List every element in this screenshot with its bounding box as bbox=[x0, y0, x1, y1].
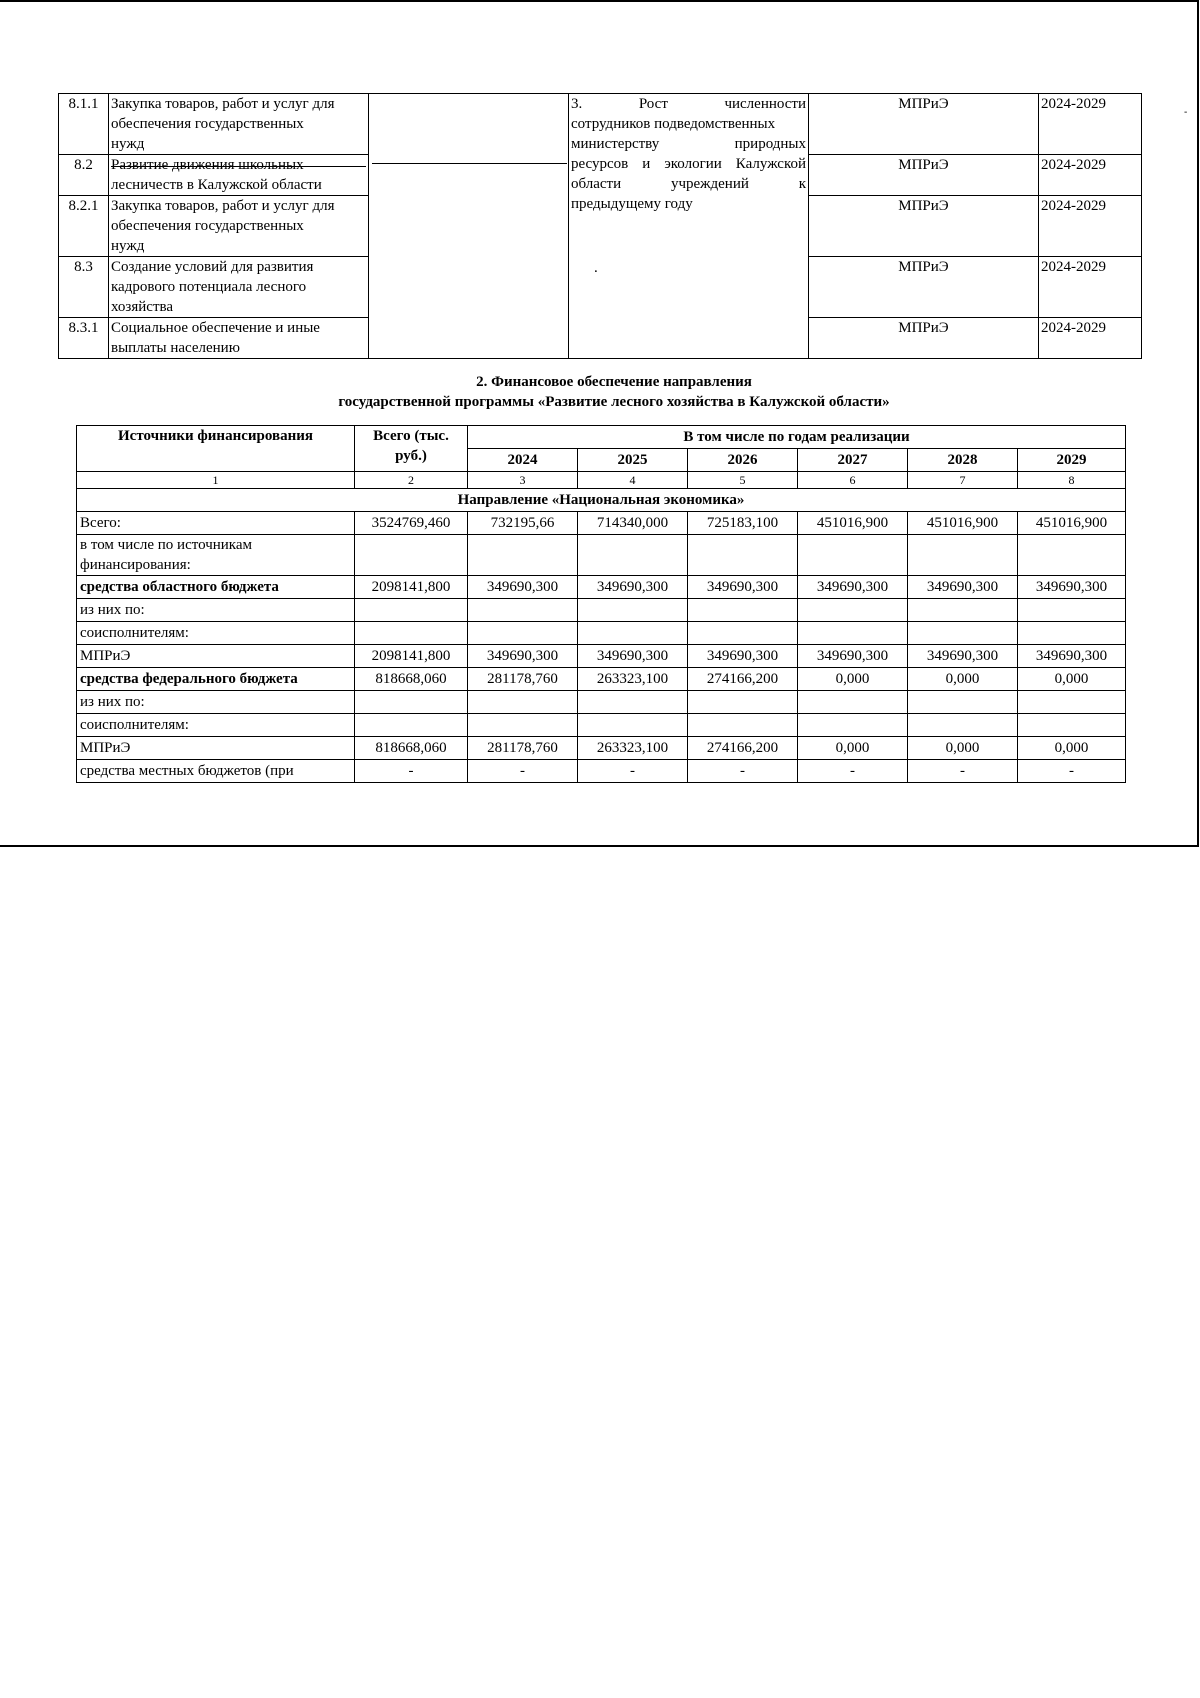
financing-value: 349690,300 bbox=[688, 645, 798, 668]
financing-value: 263323,100 bbox=[578, 668, 688, 691]
activity-name-line: Закупка товаров, работ и услуг для bbox=[111, 96, 335, 112]
financing-value bbox=[908, 691, 1018, 714]
activity-number: 8.3.1 bbox=[59, 318, 109, 359]
financing-value: 2098141,800 bbox=[355, 645, 468, 668]
financing-value bbox=[468, 599, 578, 622]
financing-value: 0,000 bbox=[1018, 737, 1126, 760]
financing-value: 349690,300 bbox=[1018, 645, 1126, 668]
financing-value: 349690,300 bbox=[578, 645, 688, 668]
financing-value bbox=[578, 622, 688, 645]
financing-value bbox=[908, 535, 1018, 576]
financing-value bbox=[468, 622, 578, 645]
financing-value: 3524769,460 bbox=[355, 512, 468, 535]
financing-value: 2098141,800 bbox=[355, 576, 468, 599]
section-title: Направление «Национальная экономика» bbox=[77, 489, 1126, 512]
activity-number: 8.2 bbox=[59, 155, 109, 196]
financing-value: 349690,300 bbox=[908, 645, 1018, 668]
activity-name bbox=[109, 155, 369, 196]
financing-table-body bbox=[77, 512, 1126, 783]
financing-value bbox=[688, 535, 798, 576]
header-total: Всего (тыс. руб.) bbox=[355, 426, 468, 472]
activity-number: 8.3 bbox=[59, 257, 109, 318]
header-year: 2029 bbox=[1018, 449, 1126, 472]
financing-source-label: средства федерального бюджета bbox=[77, 668, 355, 691]
financing-source-label: Всего: bbox=[77, 512, 355, 535]
activity-name-line: нужд bbox=[111, 238, 145, 254]
struck-rule bbox=[372, 163, 567, 164]
financing-value: 349690,300 bbox=[468, 645, 578, 668]
financing-row bbox=[77, 576, 1126, 599]
financing-value: 274166,200 bbox=[688, 737, 798, 760]
activity-years: 2024-2029 bbox=[1039, 155, 1142, 196]
activity-name-line: лесничеств в Калужской области bbox=[111, 177, 322, 193]
financing-source-label: в том числе по источникам финансирования: bbox=[77, 535, 355, 576]
activity-name-line: выплаты населению bbox=[111, 340, 240, 356]
financing-row bbox=[77, 691, 1126, 714]
financing-value bbox=[1018, 535, 1126, 576]
financing-value: 349690,300 bbox=[908, 576, 1018, 599]
financing-value bbox=[468, 691, 578, 714]
activity-name-line: хозяйства bbox=[111, 299, 174, 315]
indicator-line: области учреждений к bbox=[571, 176, 806, 192]
activity-executor: МПРиЭ bbox=[809, 257, 1039, 318]
financing-value bbox=[355, 714, 468, 737]
financing-value: 0,000 bbox=[798, 668, 908, 691]
financing-value: 349690,300 bbox=[1018, 576, 1126, 599]
financing-value bbox=[355, 599, 468, 622]
financing-value bbox=[468, 535, 578, 576]
activity-name-line: кадрового потенциала лесного bbox=[111, 279, 307, 295]
financing-source-label: соисполнителям: bbox=[77, 714, 355, 737]
stray-dot: . bbox=[594, 260, 598, 276]
activity-name-line: Развитие движения школьных bbox=[111, 155, 366, 175]
activity-name-line: нужд bbox=[111, 136, 145, 152]
financing-value: 732195,66 bbox=[468, 512, 578, 535]
financing-value bbox=[355, 691, 468, 714]
indicator-line: ресурсов и экологии Калужской bbox=[571, 156, 806, 172]
financing-row bbox=[77, 714, 1126, 737]
column-number: 3 bbox=[468, 472, 578, 489]
financing-value bbox=[578, 714, 688, 737]
margin-mark: - bbox=[1184, 107, 1188, 118]
financing-value: 451016,900 bbox=[908, 512, 1018, 535]
header-sources: Источники финансирования bbox=[77, 426, 355, 472]
financing-value bbox=[578, 691, 688, 714]
financing-value: - bbox=[1018, 760, 1126, 783]
financing-row bbox=[77, 760, 1126, 783]
financing-value: - bbox=[468, 760, 578, 783]
financing-value: 349690,300 bbox=[798, 645, 908, 668]
financing-value: - bbox=[355, 760, 468, 783]
financing-value bbox=[468, 714, 578, 737]
financing-value bbox=[688, 599, 798, 622]
activities-table-body bbox=[59, 94, 1142, 359]
activity-name bbox=[109, 257, 369, 318]
activity-name bbox=[109, 318, 369, 359]
financing-row bbox=[77, 535, 1126, 576]
financing-value: 349690,300 bbox=[468, 576, 578, 599]
header-by-years: В том числе по годам реализации bbox=[468, 426, 1126, 449]
financing-value bbox=[688, 622, 798, 645]
financing-value bbox=[1018, 714, 1126, 737]
financing-value bbox=[578, 599, 688, 622]
activity-years: 2024-2029 bbox=[1039, 318, 1142, 359]
activity-name-line: обеспечения государственных bbox=[111, 218, 304, 234]
financing-row bbox=[77, 512, 1126, 535]
financing-value: 349690,300 bbox=[688, 576, 798, 599]
financing-source-label: средства местных бюджетов (при bbox=[77, 760, 355, 783]
activity-name-line: Социальное обеспечение и иные bbox=[111, 320, 320, 336]
page-frame-bottom bbox=[0, 845, 1199, 847]
column-numbers-row bbox=[77, 472, 1126, 489]
financing-value bbox=[798, 714, 908, 737]
column-number: 7 bbox=[908, 472, 1018, 489]
column-number: 5 bbox=[688, 472, 798, 489]
column-number: 8 bbox=[1018, 472, 1126, 489]
activity-executor: МПРиЭ bbox=[809, 155, 1039, 196]
activity-executor: МПРиЭ bbox=[809, 94, 1039, 155]
financing-value bbox=[798, 622, 908, 645]
financing-value: 0,000 bbox=[908, 737, 1018, 760]
financing-value: 451016,900 bbox=[1018, 512, 1126, 535]
financing-value bbox=[355, 535, 468, 576]
indicator-line: сотрудников подведомственных bbox=[571, 116, 776, 132]
section-heading-line-1: 2. Финансовое обеспечение направления bbox=[476, 374, 752, 390]
financing-source-label: средства областного бюджета bbox=[77, 576, 355, 599]
activity-years: 2024-2029 bbox=[1039, 196, 1142, 257]
financing-row bbox=[77, 737, 1126, 760]
financing-value: 818668,060 bbox=[355, 668, 468, 691]
financing-value bbox=[908, 622, 1018, 645]
financing-value: 714340,000 bbox=[578, 512, 688, 535]
activity-name-line: обеспечения государственных bbox=[111, 116, 304, 132]
header-year: 2027 bbox=[798, 449, 908, 472]
financing-value bbox=[908, 599, 1018, 622]
financing-row bbox=[77, 645, 1126, 668]
financing-value: 818668,060 bbox=[355, 737, 468, 760]
financing-source-label: соисполнителям: bbox=[77, 622, 355, 645]
activity-executor: МПРиЭ bbox=[809, 318, 1039, 359]
financing-row bbox=[77, 622, 1126, 645]
financing-value: 349690,300 bbox=[578, 576, 688, 599]
indicator-line: предыдущему году bbox=[571, 196, 693, 212]
column-number: 1 bbox=[77, 472, 355, 489]
financing-value: 451016,900 bbox=[798, 512, 908, 535]
activity-target-cell bbox=[369, 94, 569, 359]
financing-value bbox=[798, 599, 908, 622]
page-frame-top bbox=[0, 0, 1198, 2]
financing-row bbox=[77, 599, 1126, 622]
financing-source-label: МПРиЭ bbox=[77, 645, 355, 668]
financing-value: - bbox=[908, 760, 1018, 783]
financing-value: - bbox=[798, 760, 908, 783]
activity-name-line: Закупка товаров, работ и услуг для bbox=[111, 198, 335, 214]
section-heading-line-2: государственной программы «Развитие лесного хозяйства в Калужской области» bbox=[338, 394, 890, 410]
activity-number: 8.1.1 bbox=[59, 94, 109, 155]
financing-value: 0,000 bbox=[908, 668, 1018, 691]
header-year: 2024 bbox=[468, 449, 578, 472]
financing-value: 281178,760 bbox=[468, 668, 578, 691]
header-year: 2028 bbox=[908, 449, 1018, 472]
financing-value: - bbox=[688, 760, 798, 783]
financing-value bbox=[1018, 691, 1126, 714]
column-number: 2 bbox=[355, 472, 468, 489]
section-heading bbox=[60, 372, 1168, 412]
financing-value bbox=[355, 622, 468, 645]
activity-number: 8.2.1 bbox=[59, 196, 109, 257]
financing-row bbox=[77, 668, 1126, 691]
financing-value bbox=[1018, 599, 1126, 622]
activity-years: 2024-2029 bbox=[1039, 94, 1142, 155]
financing-value bbox=[798, 691, 908, 714]
page-frame-right bbox=[1197, 0, 1199, 846]
column-number: 4 bbox=[578, 472, 688, 489]
activity-years: 2024-2029 bbox=[1039, 257, 1142, 318]
activity-row bbox=[59, 94, 1142, 155]
financing-value bbox=[688, 714, 798, 737]
financing-value bbox=[798, 535, 908, 576]
activity-name bbox=[109, 196, 369, 257]
financing-source-label: из них по: bbox=[77, 691, 355, 714]
indicator-cell bbox=[569, 94, 809, 359]
activity-name-line: Создание условий для развития bbox=[111, 259, 314, 275]
financing-value: 281178,760 bbox=[468, 737, 578, 760]
activity-executor: МПРиЭ bbox=[809, 196, 1039, 257]
financing-value: 725183,100 bbox=[688, 512, 798, 535]
indicator-line: 3. Рост численности bbox=[571, 96, 806, 112]
financing-value bbox=[688, 691, 798, 714]
financing-value: 349690,300 bbox=[798, 576, 908, 599]
financing-value: 263323,100 bbox=[578, 737, 688, 760]
financing-value: 0,000 bbox=[1018, 668, 1126, 691]
header-year: 2025 bbox=[578, 449, 688, 472]
strike-line bbox=[111, 166, 366, 167]
financing-source-label: МПРиЭ bbox=[77, 737, 355, 760]
indicator-line: министерству природных bbox=[571, 136, 806, 152]
financing-value: - bbox=[578, 760, 688, 783]
column-number: 6 bbox=[798, 472, 908, 489]
financing-value: 0,000 bbox=[798, 737, 908, 760]
financing-value bbox=[578, 535, 688, 576]
header-year: 2026 bbox=[688, 449, 798, 472]
financing-source-label: из них по: bbox=[77, 599, 355, 622]
activities-table bbox=[58, 93, 1142, 359]
financing-value bbox=[908, 714, 1018, 737]
financing-table bbox=[76, 425, 1126, 783]
financing-value: 274166,200 bbox=[688, 668, 798, 691]
activity-name bbox=[109, 94, 369, 155]
financing-value bbox=[1018, 622, 1126, 645]
